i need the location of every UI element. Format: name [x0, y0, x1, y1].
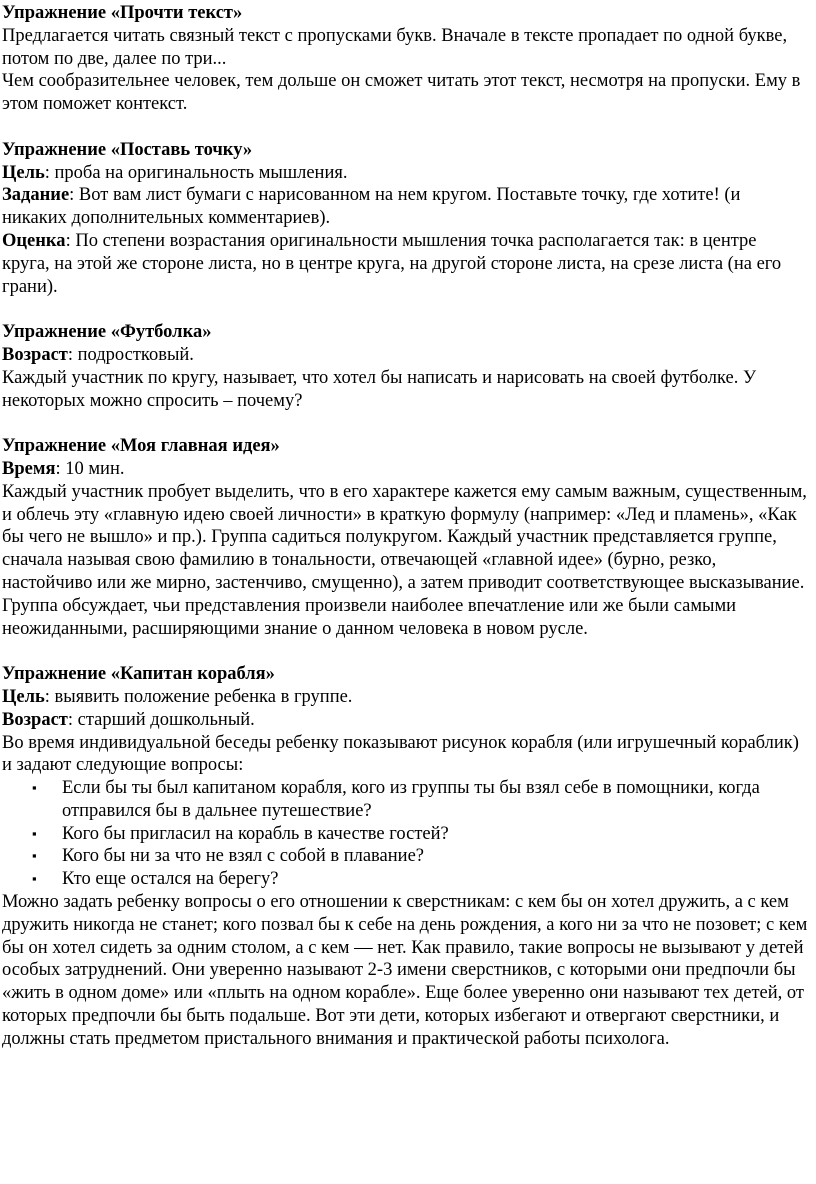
- score-line: Оценка: По степени возрастания оригинальности мышления точка располагается так: в центре круга, на этой же стороне листа, но в центре круга, на другой стороне листа, на срезе листа (на его грани).: [2, 230, 782, 297]
- exercise-put-dot: [2, 139, 808, 299]
- list-item: ▪ Если бы ты был капитаном корабля, кого из группы ты бы взял себе в помощники, когда отправился бы в дальнее путешествие?: [32, 778, 760, 821]
- exercise-tshirt: [2, 321, 808, 412]
- goal-line: Цель: проба на оригинальность мышления.: [2, 162, 348, 183]
- goal-line: Цель: выявить положение ребенка в группе.: [2, 686, 353, 707]
- square-bullet-icon: ▪: [32, 780, 37, 796]
- section-title: Упражнение «Капитан корабля»: [2, 664, 275, 685]
- square-bullet-icon: ▪: [32, 871, 37, 887]
- list-item: ▪ Кто еще остался на берегу?: [32, 869, 279, 890]
- section-title: Упражнение «Моя главная идея»: [2, 436, 280, 457]
- square-bullet-icon: ▪: [32, 848, 37, 864]
- section-title: Упражнение «Поставь точку»: [2, 139, 253, 160]
- age-line: Возраст: подростковый.: [2, 344, 194, 365]
- exercise-read-text: [2, 2, 808, 116]
- paragraph: Можно задать ребенку вопросы о его отношении к сверстникам: с кем бы он хотел дружить, а с кем дружить никогда не станет; кого позвал бы к себе на день рождения, а кого ни за что не позовет; с кем бы он хотел сидеть за одним столом, а с кем — нет. Как правило, такие вопросы не вызывают у детей особых затруднений. Они уверенно называют 2-3 имени сверстников, с которыми они предпочли бы «жить в одном доме» или «плыть на одном корабле». Еще более уверенно они называют тех детей, от которых предпочли бы быть подальше. Вот эти дети, которых избегают и отвергают сверстники, и должны стать предметом пристального внимания и практической работы психолога.: [2, 892, 808, 1049]
- square-bullet-icon: ▪: [32, 825, 37, 841]
- section-title: Упражнение «Футболка»: [2, 322, 212, 343]
- paragraph: Каждый участник пробует выделить, что в его характере кажется ему самым важным, существенным, и облечь эту «главную идею своей личности» в краткую формулу (например: «Лед и пламень», «Как бы чего не вышло» и пр.). Группа садиться полукругом. Каждый участник представляется группе, сначала называя свою фамилию в тональности, отвечающей «главной идее» (бурно, резко, настойчиво или же мирно, застенчиво, смущенно), а затем приводит соответствующее высказывание. Группа обсуждает, чьи представления произвели наиболее впечатление или же были самыми неожиданными, расширяющими знание о данном человека в новом русле.: [2, 481, 807, 639]
- questions-list: [2, 777, 808, 891]
- age-line: Возраст: старший дошкольный.: [2, 709, 255, 730]
- exercise-ship-captain: [2, 663, 808, 1051]
- time-line: Время: 10 мин.: [2, 458, 125, 479]
- task-line: Задание: Вот вам лист бумаги с нарисованном на нем кругом. Поставьте точку, где хотите! (и никаких дополнительных комментариев).: [2, 185, 741, 229]
- paragraph: Каждый участник по кругу, называет, что хотел бы написать и нарисовать на своей футболке. У некоторых можно спросить – почему?: [2, 367, 757, 411]
- list-item: ▪ Кого бы пригласил на корабль в качестве гостей?: [32, 823, 449, 844]
- list-item: ▪ Кого бы ни за что не взял с собой в плавание?: [32, 846, 424, 867]
- paragraph: Предлагается читать связный текст с пропусками букв. Вначале в тексте пропадает по одной букве, потом по две, далее по три...: [2, 25, 788, 69]
- paragraph: Во время индивидуальной беседы ребенку показывают рисунок корабля (или игрушечный кораблик) и задают следующие вопросы:: [2, 732, 799, 776]
- paragraph: Чем сообразительнее человек, тем дольше он сможет читать этот текст, несмотря на пропуски. Ему в этом поможет контекст.: [2, 71, 801, 115]
- exercise-main-idea: [2, 435, 808, 640]
- section-title: Упражнение «Прочти текст»: [2, 3, 243, 23]
